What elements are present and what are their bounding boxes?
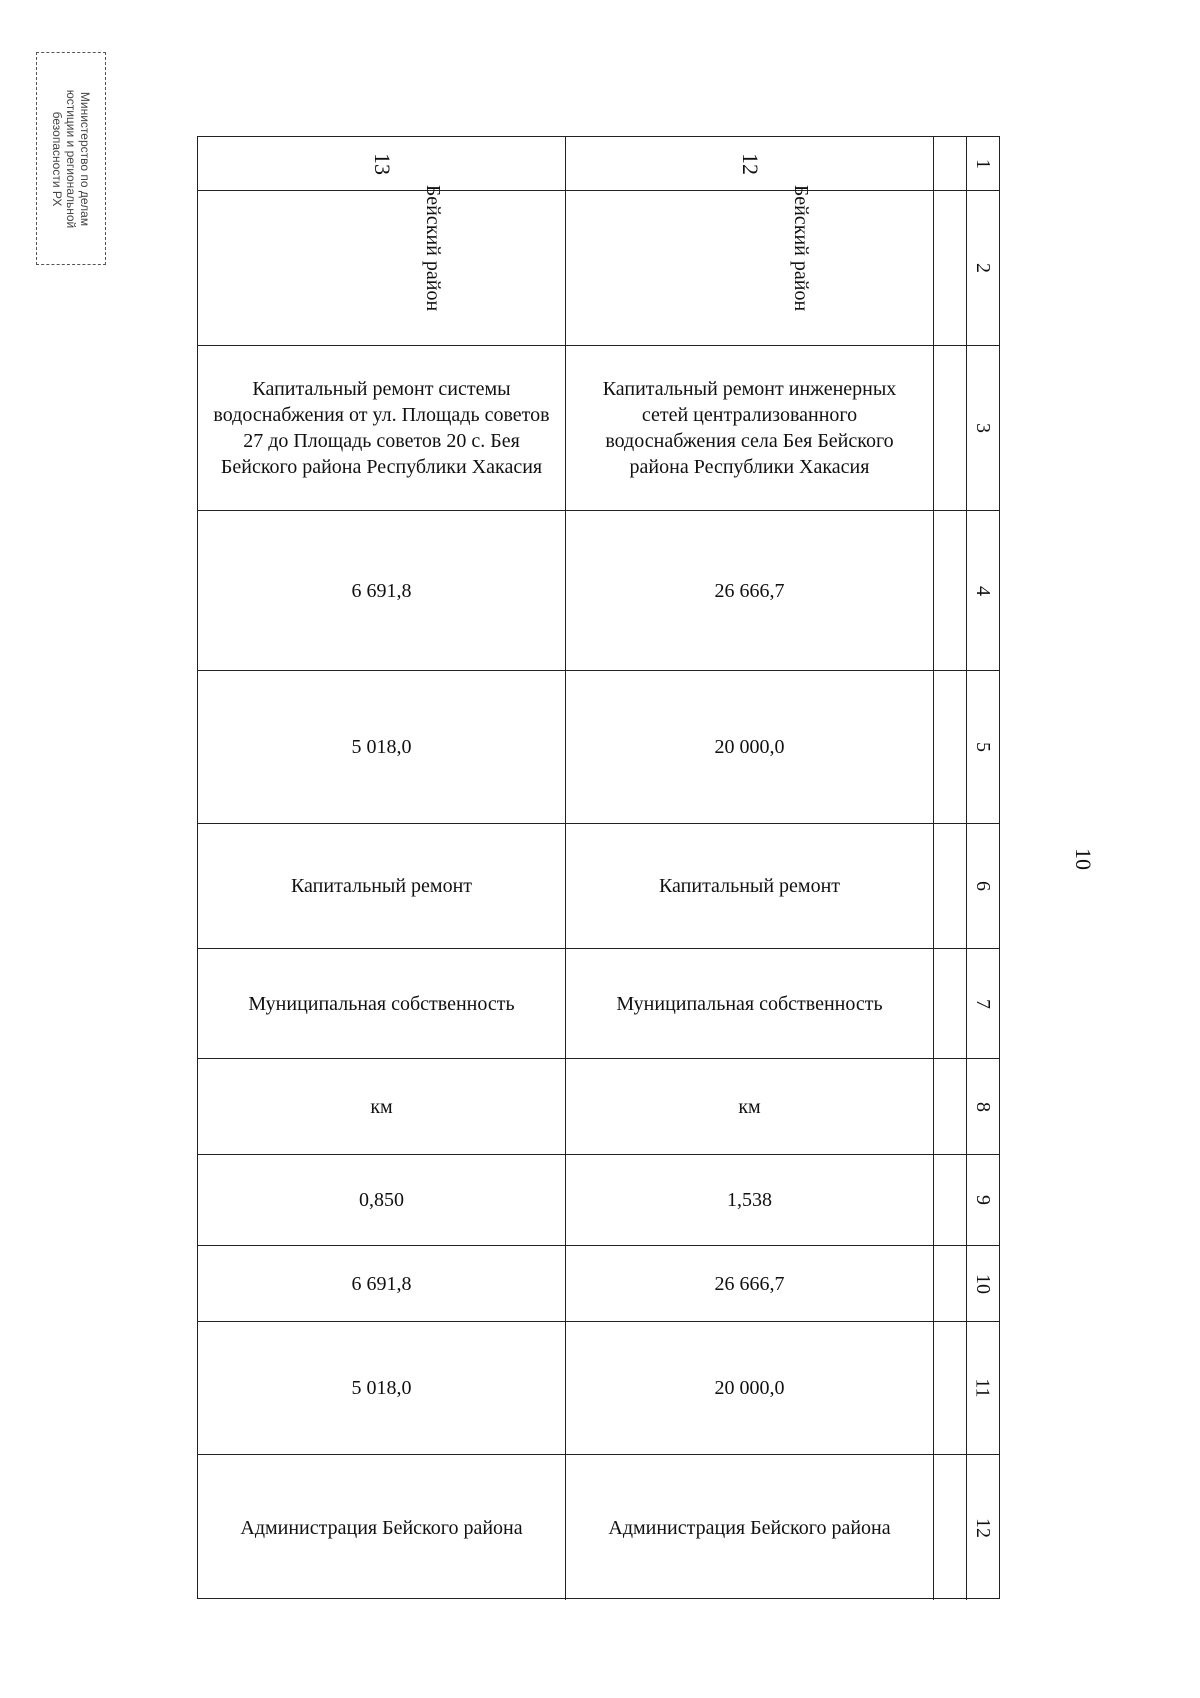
district-label: Бейский район xyxy=(422,184,445,312)
row-number: 13 xyxy=(369,152,395,175)
recipient-name: Администрация Бейского района xyxy=(566,1455,934,1600)
table-row xyxy=(198,1058,999,1154)
table-row xyxy=(198,345,999,510)
column-number: 1 xyxy=(972,158,994,169)
subsidy-amount: 20 000,0 xyxy=(566,671,934,823)
ownership-type: Муниципальная собственность xyxy=(198,949,566,1058)
ownership-type: Муниципальная собственность xyxy=(566,949,934,1058)
table-row xyxy=(198,1454,999,1600)
capacity-value: 1,538 xyxy=(566,1155,934,1245)
table-row xyxy=(198,1154,999,1245)
capacity-value: 0,850 xyxy=(198,1155,566,1245)
data-table xyxy=(197,136,1000,1599)
subsidy-year: 5 018,0 xyxy=(198,1322,566,1454)
column-number: 3 xyxy=(972,423,994,433)
stamp-line: юстиции и региональной xyxy=(64,89,78,228)
table-row xyxy=(198,1245,999,1321)
total-cost: 6 691,8 xyxy=(198,511,566,670)
district-label: Бейский район xyxy=(790,184,813,312)
stamp-line: Министерство по делам xyxy=(78,91,92,226)
column-number: 5 xyxy=(972,742,994,752)
unit-of-measure: км xyxy=(198,1059,566,1154)
registration-stamp xyxy=(36,52,106,265)
column-number: 8 xyxy=(972,1101,994,1112)
total-cost-year: 6 691,8 xyxy=(198,1246,566,1321)
column-number: 4 xyxy=(972,585,994,596)
table-row xyxy=(198,823,999,948)
table-row xyxy=(198,137,999,190)
recipient-name: Администрация Бейского района xyxy=(198,1455,566,1600)
table-row xyxy=(198,670,999,823)
page-number: 10 xyxy=(1071,848,1096,870)
column-number: 7 xyxy=(972,998,994,1009)
object-name: Капитальный ремонт системы водоснабжения от ул. Площадь советов 27 до Площадь советов 20 с. Бея Бейского района Республики Хакасия xyxy=(198,346,566,510)
column-number: 2 xyxy=(972,263,994,273)
stamp-line: безопасности РХ xyxy=(50,111,64,206)
table-row xyxy=(198,1321,999,1454)
total-cost-year: 26 666,7 xyxy=(566,1246,934,1321)
column-number: 12 xyxy=(972,1517,994,1538)
table-row xyxy=(198,510,999,670)
work-type: Капитальный ремонт xyxy=(198,824,566,948)
table-row xyxy=(198,184,999,345)
subsidy-amount: 5 018,0 xyxy=(198,671,566,823)
object-name: Капитальный ремонт инженерных сетей централизованного водоснабжения села Бея Бейского района Республики Хакасия xyxy=(566,346,934,510)
column-number: 9 xyxy=(972,1195,994,1205)
row-number: 12 xyxy=(737,152,763,175)
total-cost: 26 666,7 xyxy=(566,511,934,670)
column-number: 6 xyxy=(972,881,994,891)
work-type: Капитальный ремонт xyxy=(566,824,934,948)
column-number: 10 xyxy=(972,1273,994,1294)
subsidy-year: 20 000,0 xyxy=(566,1322,934,1454)
unit-of-measure: км xyxy=(566,1059,934,1154)
column-number: 11 xyxy=(971,1378,994,1398)
table-row xyxy=(198,948,999,1058)
